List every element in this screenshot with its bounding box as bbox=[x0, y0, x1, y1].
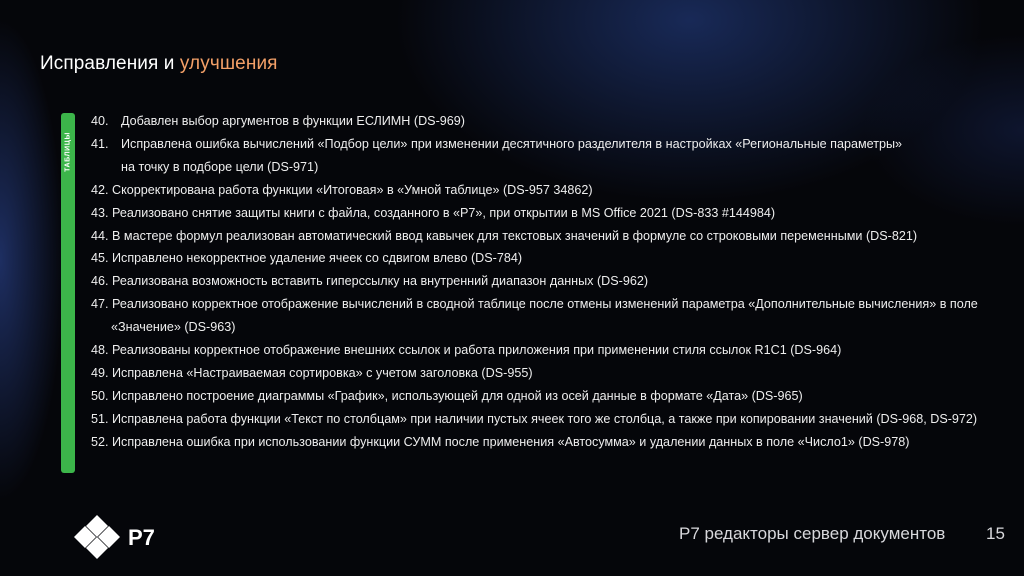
list-item: 44. В мастере формул реализован автоматический ввод кавычек для текстовых значений в формуле со строковыми переменными (DS-821) bbox=[91, 228, 918, 243]
r7-logo bbox=[72, 515, 162, 559]
list-item: 46. Реализована возможность вставить гиперссылку на внутренний диапазон данных (DS-962) bbox=[91, 274, 649, 289]
list-item: 47. Реализовано корректное отображение вычислений в сводной таблице после отмены изменений параметра «Дополнительные вычисления» в поле «Значение» (DS-963) bbox=[91, 297, 978, 335]
slide-title-main: Исправления и bbox=[40, 53, 175, 74]
list-item: 51. Исправлена работа функции «Текст по столбцам» при наличии пустых ячеек того же столбца, а также при копировании значений (DS-968, DS-972) bbox=[91, 411, 978, 426]
item-number: 40. bbox=[91, 114, 109, 128]
changes-list bbox=[91, 110, 991, 454]
item-number: 41. bbox=[91, 136, 109, 151]
item-text: на точку в подборе цели (DS-971) bbox=[121, 159, 319, 174]
slide-title bbox=[40, 53, 278, 75]
list-item bbox=[91, 133, 991, 156]
footer-product-text: Р7 редакторы сервер документов bbox=[679, 524, 946, 543]
slide-title-accent: улучшения bbox=[179, 53, 278, 74]
list-item: 42. Скорректирована работа функции «Итоговая» в «Умной таблице» (DS-957 34862) bbox=[91, 182, 593, 197]
section-label: ТАБЛИЦЫ bbox=[64, 132, 72, 172]
item-text: Исправлена ошибка вычислений «Подбор цели» при изменении десятичного разделителя в настройках «Региональные параметры» bbox=[121, 136, 903, 151]
list-item: 52. Исправлена ошибка при использовании функции СУММ после применения «Автосумма» и удалении данных в поле «Число1» (DS-978) bbox=[91, 434, 910, 449]
page-number: 15 bbox=[986, 524, 1005, 543]
list-item: 49. Исправлена «Настраиваемая сортировка» с учетом заголовка (DS-955) bbox=[91, 365, 533, 380]
item-text: Добавлен выбор аргументов в функции ЕСЛИМН (DS-969) bbox=[121, 114, 465, 128]
logo-text: Р7 bbox=[128, 525, 155, 550]
list-item-continuation bbox=[91, 156, 991, 179]
list-item: 48. Реализованы корректное отображение внешних ссылок и работа приложения при применении стиля ссылок R1C1 (DS-964) bbox=[91, 343, 842, 358]
list-item: 50. Исправлено построение диаграммы «График», использующей для одной из осей данные в формате «Дата» (DS-965) bbox=[91, 388, 803, 403]
list-item: 43. Реализовано снятие защиты книги с файла, созданного в «Р7», при открытии в MS Office 2021 (DS-833 #144984) bbox=[91, 205, 776, 220]
list-item bbox=[91, 110, 991, 133]
r7-logo-icon bbox=[72, 515, 162, 559]
list-item: 45. Исправлено некорректное удаление ячеек со сдвигом влево (DS-784) bbox=[91, 251, 523, 266]
